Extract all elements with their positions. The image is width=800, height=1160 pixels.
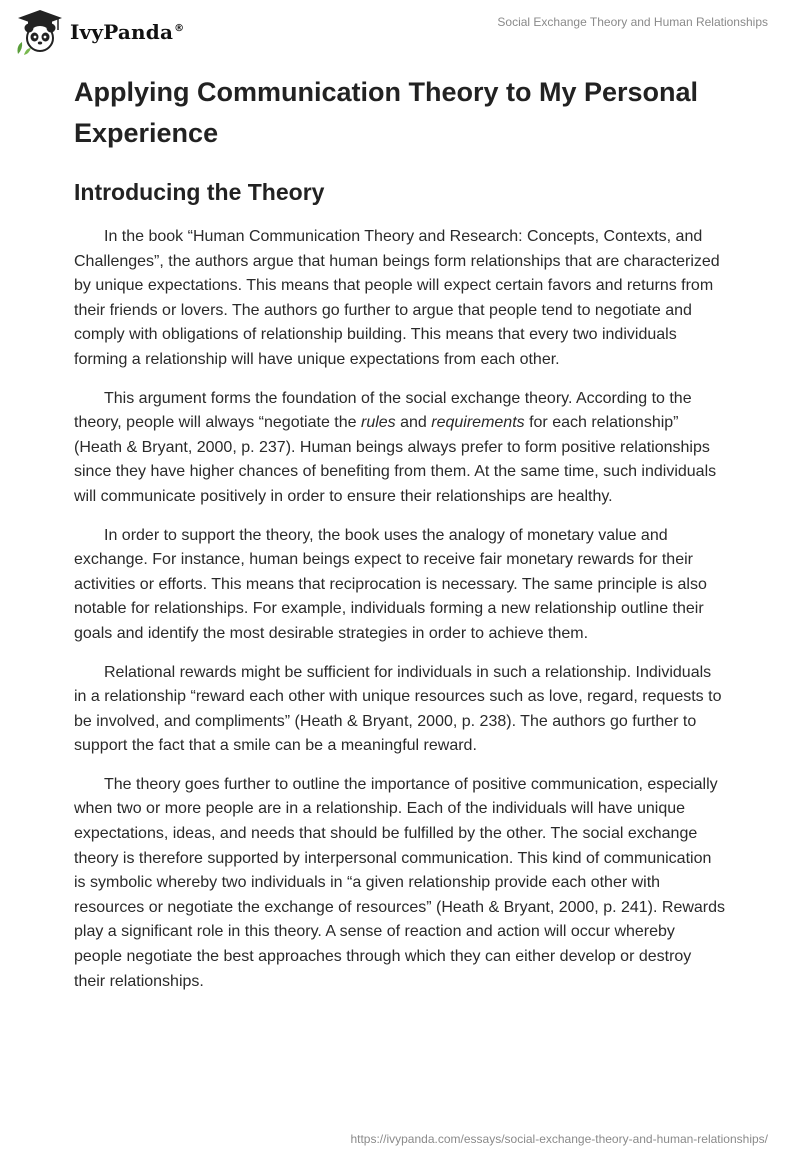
running-title: Social Exchange Theory and Human Relationships [497,15,768,29]
ivypanda-logo[interactable] [14,8,184,56]
paragraph-5: The theory goes further to outline the importance of positive communication, especially when two or more people are in a relationship. Each of the individuals will have unique expectations, ideas, and needs that should be fulfilled by the other. The social exchange theory is therefore supported by interpersonal communication. This kind of communication is symbolic whereby two individuals in “a given relationship provide each other with resources or negotiate the exchange of resources” (Heath & Bryant, 2000, p. 241). Rewards play a significant role in this theory. A sense of reaction and action will occur whereby people negotiate the best approaches through which they can either develop or destroy their relationships. [74,775,726,990]
source-url[interactable]: https://ivypanda.com/essays/social-exchange-theory-and-human-relationships/ [350,1132,768,1146]
article-body [74,70,726,1008]
emphasis-rules: rules [360,414,396,432]
section-heading: Introducing the Theory [74,179,325,205]
panda-graduate-icon [14,8,66,56]
paragraph-3: In order to support the theory, the book uses the analogy of monetary value and exchange. For instance, human beings expect to receive fair monetary rewards for their activities or efforts. This means that reciprocation is necessary. The same principle is also notable for relationships. For example, individuals forming a new relationship outline their goals and identify the most desirable strategies in order to achieve them. [74,526,707,642]
paragraph-2: This argument forms the foundation of the social exchange theory. According to the theory, people will always “negotiate the rules and requirements for each relationship” (Heath & Bryant, 2000, p. 237). Human beings always prefer to form positive relationships since they have higher chances of benefiting from them. At the same time, such individuals will communicate positively in order to ensure their relationships are healthy. [74,389,717,505]
emphasis-requirements: requirements [431,414,525,432]
paragraph-4: Relational rewards might be sufficient for individuals in such a relationship. Individuals in a relationship “reward each other with unique resources such as love, regard, requests to be involved, and compliments” (Heath & Bryant, 2000, p. 238). The authors go further to support the fact that a smile can be a meaningful reward. [74,663,722,755]
paragraph-1: In the book “Human Communication Theory and Research: Concepts, Contexts, and Challenges”, the authors argue that human beings form relationships that are characterized by unique expectations. This means that people will expect certain favors and returns from their friends or lovers. The authors go further to argue that people tend to negotiate and comply with obligations of relationship building. This means that every two individuals forming a relationship will have unique expectations from each other. [74,228,720,368]
page-header [0,0,800,62]
page-title: Applying Communication Theory to My Personal Experience [74,77,699,148]
logo-wordmark: IvyPanda® [70,20,185,44]
